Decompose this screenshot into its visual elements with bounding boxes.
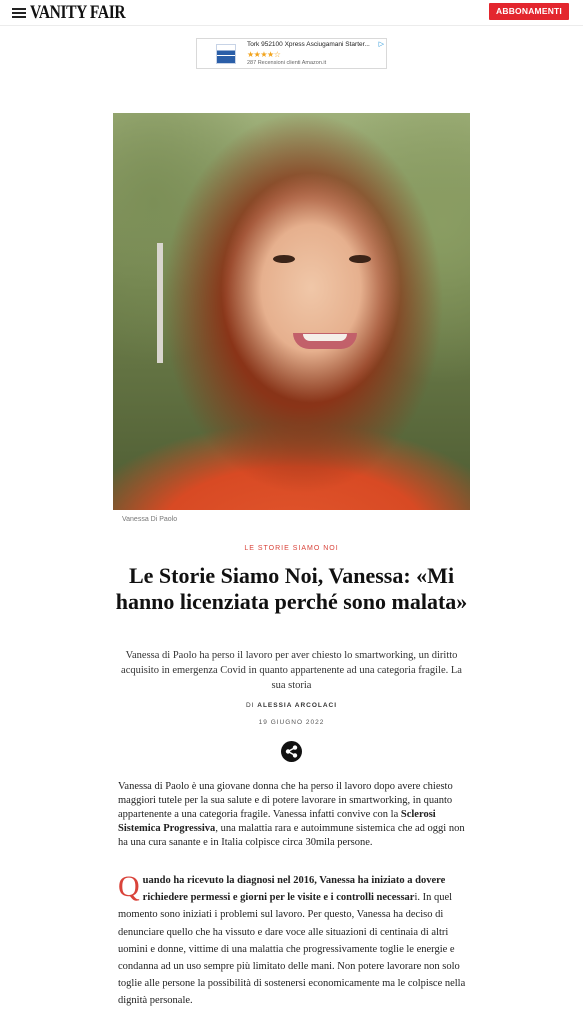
article-dek: Vanessa di Paolo ha perso il lavoro per aver chiesto lo smartworking, un diritto acquisito in emergenza Covid in quanto appartenente ad una categoria fragile. La sua storia (121, 650, 462, 691)
photo-caption: Vanessa Di Paolo (122, 516, 178, 523)
author-link[interactable]: ALESSIA ARCOLACI (257, 702, 338, 709)
article-paragraph (118, 872, 468, 1010)
paragraph-text: i. In quel momento sono iniziati i problemi sul lavoro. Per questo, Vanessa ha deciso di denunciare quello che ha vissuto e dare voce alle situazioni di centinaia di altri uomini e donne, vittime di una malattia che progressivamente toglie le energie e condanna ad un uso sempre più limitato delle mani. Non potere lavorare non solo toglie alle persone la possibilità di sostenersi economicamente ma le colpisce nella dignità personale. (118, 892, 466, 1007)
teeth (303, 334, 347, 341)
subscribe-button[interactable]: ABBONAMENTI (489, 3, 569, 20)
right-eye (349, 255, 371, 263)
hero-photo (113, 113, 470, 510)
ad-choices-icon[interactable]: ▷ (378, 40, 384, 48)
byline (0, 702, 583, 709)
drop-cap: Q (118, 870, 140, 903)
ad-rating-stars: ★★★★☆ (247, 50, 281, 59)
article-headline: Le Storie Siamo Noi, Vanessa: «Mi hanno licenziata perché sono malata» (115, 563, 468, 614)
hamburger-menu-icon[interactable] (12, 8, 26, 18)
ad-product-image[interactable] (216, 44, 236, 64)
share-glyph-icon (285, 745, 298, 758)
left-eye (273, 255, 295, 263)
article-intro (118, 780, 468, 850)
share-icon[interactable] (281, 741, 302, 762)
publish-date: 19 GIUGNO 2022 (258, 719, 325, 726)
intro-text: Vanessa di Paolo è una giovane donna che ha perso il lavoro dopo avere chiesto maggiori tutele per la sua salute e di potere lavorare in smartworking, in quanto appartenente a una categoria fragile. Vanessa infatti convive con la (118, 781, 453, 820)
ad-reviews: 287 Recensioni clienti Amazon.it (247, 60, 327, 66)
section-rubric[interactable]: LE STORIE SIAMO NOI (244, 545, 339, 552)
site-header (0, 0, 583, 26)
disease-link[interactable]: Sclerosi Sistemica Progressiva (118, 809, 436, 834)
paragraph-lead: uando ha ricevuto la diagnosi nel 2016, Vanessa ha iniziato a dovere richiedere permessi e giorni per le visite e i controlli necessar (142, 875, 446, 904)
sponsored-ad[interactable] (196, 38, 387, 69)
byline-prefix: DI (245, 702, 258, 709)
background-pole (157, 243, 163, 363)
intro-text-end: , una malattia rara e autoimmune sistemica che ad oggi non ha una cura sanante e in Italia colpisce circa 30mila persone. (118, 823, 465, 848)
ad-title[interactable]: Tork 952100 Xpress Asciugamani Starter... (247, 41, 370, 48)
site-logo[interactable]: VANITY FAIR (30, 2, 126, 23)
